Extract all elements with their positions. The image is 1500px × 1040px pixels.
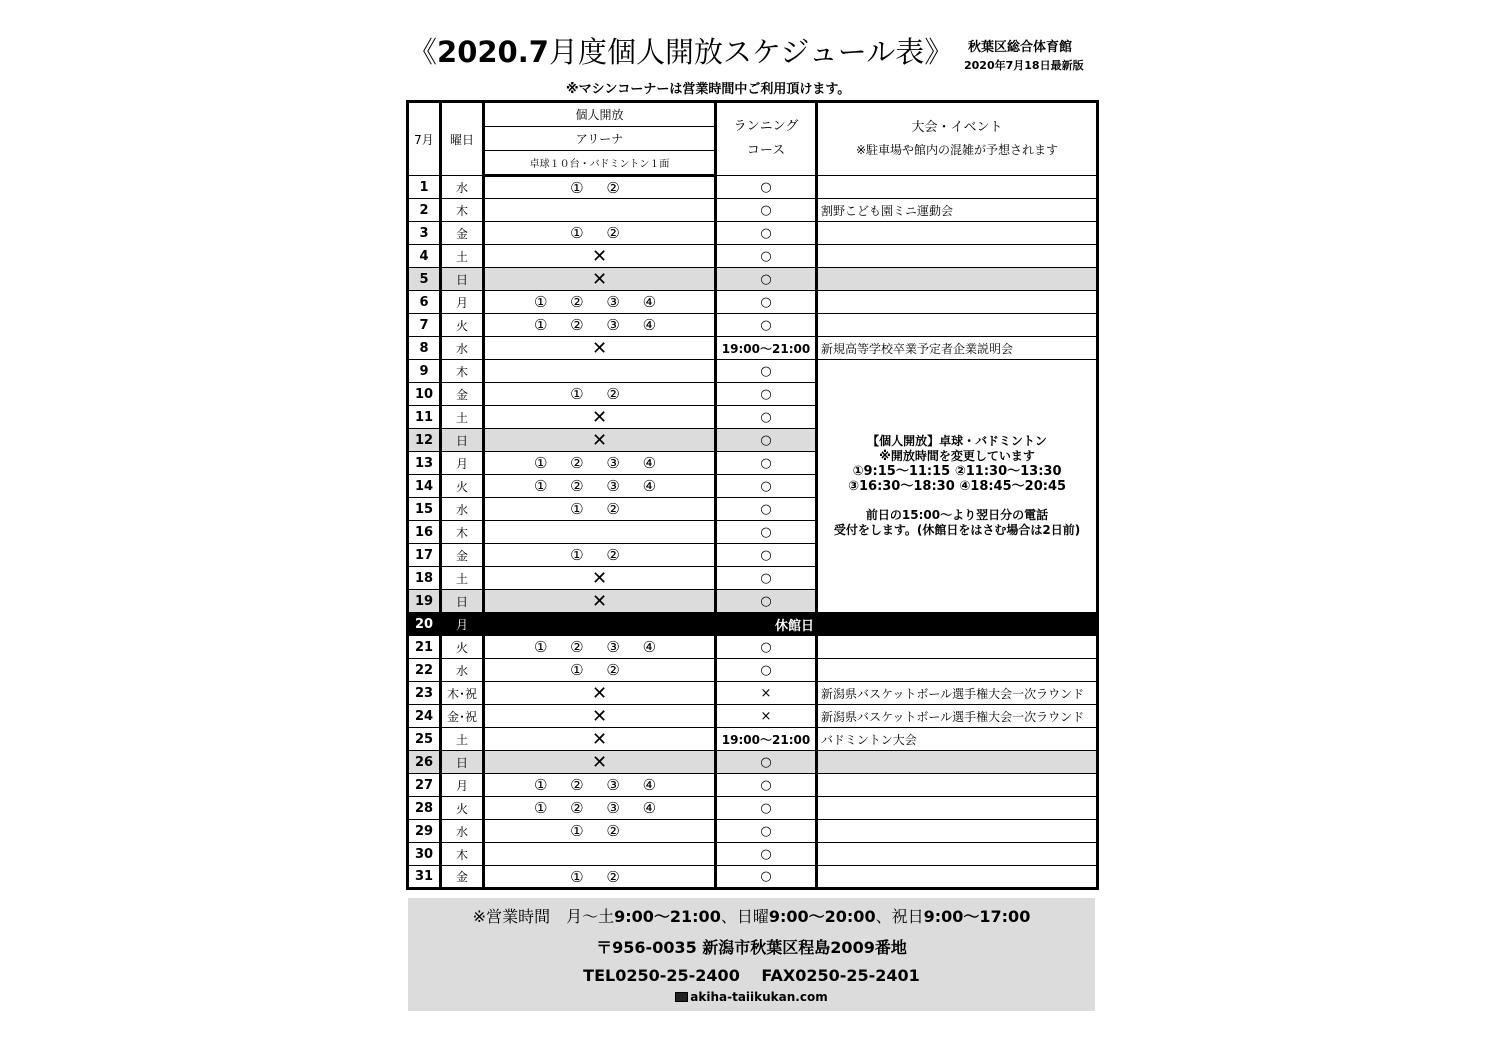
header-arena: アリーナ [484, 127, 716, 151]
day-cell: 13 [408, 452, 441, 475]
day-cell: 2 [408, 199, 441, 222]
table-row [408, 222, 1098, 245]
running-cell: ○ [716, 659, 817, 682]
arena-cell [484, 360, 716, 383]
weekday-cell: 土 [441, 567, 484, 590]
running-cell: ○ [716, 383, 817, 406]
event-cell [817, 245, 1098, 268]
arena-cell [484, 521, 716, 544]
day-cell: 28 [408, 797, 441, 820]
table-row [408, 728, 1098, 751]
header-running: ランニング コース [716, 102, 817, 176]
business-hours: ※営業時間 月～土9:00～21:00、日曜9:00～20:00、祝日9:00～17:00 [472, 907, 1031, 926]
running-cell: ○ [716, 291, 817, 314]
organization-name: 秋葉区総合体育館 [968, 40, 1073, 55]
event-cell [817, 291, 1098, 314]
day-cell: 27 [408, 774, 441, 797]
running-cell: ○ [716, 544, 817, 567]
event-cell [817, 659, 1098, 682]
table-row [408, 843, 1098, 866]
arena-cell: ① ② [484, 498, 716, 521]
table-row [408, 751, 1098, 774]
weekday-cell: 日 [441, 590, 484, 613]
website[interactable]: akiha-taiikukan.com [408, 990, 1095, 1004]
table-row [408, 659, 1098, 682]
schedule-table [406, 100, 1099, 890]
notice-line3: ①9:15～11:15 ②11:30～13:30 [852, 464, 1062, 479]
arena-cell: ① ② [484, 659, 716, 682]
weekday-cell: 月 [441, 291, 484, 314]
arena-cell: ✕ [484, 590, 716, 613]
arena-cell [484, 199, 716, 222]
day-cell: 4 [408, 245, 441, 268]
arena-cell: ① ② [484, 222, 716, 245]
running-cell: ○ [716, 567, 817, 590]
arena-cell: ① ② ③ ④ [484, 774, 716, 797]
arena-cell: ✕ [484, 751, 716, 774]
header-month: 7月 [408, 102, 441, 176]
day-cell: 10 [408, 383, 441, 406]
arena-cell: ① ② [484, 866, 716, 889]
running-cell: ○ [716, 406, 817, 429]
table-row [408, 314, 1098, 337]
event-cell: 新潟県バスケットボール選手権大会一次ラウンド [817, 682, 1098, 705]
weekday-cell: 木･祝 [441, 682, 484, 705]
day-cell: 23 [408, 682, 441, 705]
day-cell: 20 [408, 613, 441, 636]
weekday-cell: 木 [441, 843, 484, 866]
arena-cell: ✕ [484, 406, 716, 429]
day-cell: 9 [408, 360, 441, 383]
page-title: 《2020.7月度個人開放スケジュール表》 [408, 35, 954, 69]
running-cell: ○ [716, 498, 817, 521]
running-cell: ○ [716, 636, 817, 659]
event-cell [817, 751, 1098, 774]
table-row [408, 268, 1098, 291]
table-row [408, 199, 1098, 222]
weekday-cell: 月 [441, 613, 484, 636]
weekday-cell: 金 [441, 383, 484, 406]
arena-cell: ✕ [484, 705, 716, 728]
weekday-cell: 土 [441, 728, 484, 751]
address: 〒956-0035 新潟市秋葉区程島2009番地 [596, 938, 907, 957]
phone-fax: TEL0250-25-2400 FAX0250-25-2401 [583, 966, 920, 985]
running-cell: ○ [716, 797, 817, 820]
event-cell [817, 222, 1098, 245]
running-cell: ○ [716, 843, 817, 866]
weekday-cell: 水 [441, 498, 484, 521]
weekday-cell: 火 [441, 797, 484, 820]
running-cell: × [716, 682, 817, 705]
day-cell: 17 [408, 544, 441, 567]
arena-cell: ① ② ③ ④ [484, 475, 716, 498]
table-row [408, 176, 1098, 199]
running-cell: ○ [716, 314, 817, 337]
arena-cell: ✕ [484, 245, 716, 268]
table-row [408, 682, 1098, 705]
weekday-cell: 日 [441, 268, 484, 291]
machine-corner-notice: ※マシンコーナーは営業時間中ご利用頂けます。 [566, 82, 851, 97]
weekday-cell: 土 [441, 406, 484, 429]
event-cell [817, 820, 1098, 843]
weekday-cell: 金 [441, 866, 484, 889]
computer-icon [675, 992, 688, 1002]
weekday-cell: 火 [441, 314, 484, 337]
running-cell: 19:00～21:00 [716, 728, 817, 751]
arena-cell: ① ② [484, 544, 716, 567]
running-cell: ○ [716, 429, 817, 452]
arena-cell: ① ② [484, 383, 716, 406]
day-cell: 1 [408, 176, 441, 199]
day-cell: 15 [408, 498, 441, 521]
header-weekday: 曜日 [441, 102, 484, 176]
day-cell: 7 [408, 314, 441, 337]
weekday-cell: 土 [441, 245, 484, 268]
notice-line1: 【個人開放】卓球・バドミントン [867, 434, 1047, 448]
day-cell: 26 [408, 751, 441, 774]
open-notice-cell [817, 360, 1098, 613]
running-cell: ○ [716, 222, 817, 245]
table-row [408, 636, 1098, 659]
weekday-cell: 月 [441, 774, 484, 797]
weekday-cell: 木 [441, 521, 484, 544]
day-cell: 8 [408, 337, 441, 360]
table-row [408, 245, 1098, 268]
header-event: 大会・イベント ※駐車場や館内の混雑が予想されます [817, 102, 1098, 176]
day-cell: 19 [408, 590, 441, 613]
running-cell: ○ [716, 751, 817, 774]
arena-cell: ✕ [484, 682, 716, 705]
header-open: 個人開放 [484, 102, 716, 127]
arena-cell: ✕ [484, 429, 716, 452]
weekday-cell: 火 [441, 475, 484, 498]
event-cell: 割野こども園ミニ運動会 [817, 199, 1098, 222]
event-cell [817, 268, 1098, 291]
weekday-cell: 金･祝 [441, 705, 484, 728]
day-cell: 30 [408, 843, 441, 866]
weekday-cell: 水 [441, 176, 484, 199]
weekday-cell: 日 [441, 429, 484, 452]
arena-cell: ① ② [484, 820, 716, 843]
running-cell: ○ [716, 820, 817, 843]
arena-cell: ① ② [484, 176, 716, 199]
arena-cell: ✕ [484, 337, 716, 360]
table-row [408, 820, 1098, 843]
weekday-cell: 木 [441, 360, 484, 383]
event-cell [817, 843, 1098, 866]
notice-line5: 前日の15:00～より翌日分の電話 [865, 508, 1049, 522]
weekday-cell: 月 [441, 452, 484, 475]
updated-date: 2020年7月18日最新版 [964, 59, 1084, 72]
weekday-cell: 火 [441, 636, 484, 659]
running-cell: ○ [716, 866, 817, 889]
arena-cell: ① ② ③ ④ [484, 797, 716, 820]
notice-line2: ※開放時間を変更しています [879, 449, 1035, 463]
notice-line6: 受付をします。(休館日をはさむ場合は2日前) [833, 523, 1081, 537]
weekday-cell: 水 [441, 659, 484, 682]
footer-info [408, 898, 1095, 1011]
day-cell: 29 [408, 820, 441, 843]
day-cell: 22 [408, 659, 441, 682]
running-cell: ○ [716, 199, 817, 222]
table-row [408, 360, 1098, 383]
notice-line4: ③16:30～18:30 ④18:45～20:45 [847, 479, 1067, 494]
event-cell [817, 176, 1098, 199]
table-row [408, 337, 1098, 360]
weekday-cell: 金 [441, 222, 484, 245]
running-cell: × [716, 705, 817, 728]
weekday-cell: 日 [441, 751, 484, 774]
running-cell: ○ [716, 268, 817, 291]
closed-cell: 休館日 [484, 613, 1098, 636]
table-row [408, 774, 1098, 797]
table-row [408, 291, 1098, 314]
event-cell [817, 797, 1098, 820]
day-cell: 21 [408, 636, 441, 659]
running-cell: ○ [716, 360, 817, 383]
day-cell: 5 [408, 268, 441, 291]
running-cell: ○ [716, 452, 817, 475]
table-row [408, 705, 1098, 728]
running-cell: ○ [716, 475, 817, 498]
arena-cell: ✕ [484, 728, 716, 751]
day-cell: 31 [408, 866, 441, 889]
day-cell: 14 [408, 475, 441, 498]
arena-cell: ① ② ③ ④ [484, 452, 716, 475]
running-cell: ○ [716, 590, 817, 613]
arena-cell [484, 843, 716, 866]
day-cell: 3 [408, 222, 441, 245]
table-row [408, 797, 1098, 820]
day-cell: 16 [408, 521, 441, 544]
arena-cell: ① ② ③ ④ [484, 636, 716, 659]
schedule-body [408, 176, 1098, 889]
day-cell: 11 [408, 406, 441, 429]
day-cell: 6 [408, 291, 441, 314]
arena-cell: ✕ [484, 268, 716, 291]
table-row [408, 866, 1098, 889]
event-cell: 新潟県バスケットボール選手権大会一次ラウンド [817, 705, 1098, 728]
event-cell: 新規高等学校卒業予定者企業説明会 [817, 337, 1098, 360]
running-cell: 19:00～21:00 [716, 337, 817, 360]
table-row [408, 613, 1098, 636]
arena-cell: ① ② ③ ④ [484, 314, 716, 337]
day-cell: 18 [408, 567, 441, 590]
running-cell: ○ [716, 245, 817, 268]
event-cell: バドミントン大会 [817, 728, 1098, 751]
running-cell: ○ [716, 521, 817, 544]
day-cell: 24 [408, 705, 441, 728]
weekday-cell: 木 [441, 199, 484, 222]
header-arena-detail: 卓球１０台・バドミントン１面 [484, 151, 716, 176]
weekday-cell: 金 [441, 544, 484, 567]
weekday-cell: 水 [441, 337, 484, 360]
day-cell: 12 [408, 429, 441, 452]
arena-cell: ① ② ③ ④ [484, 291, 716, 314]
event-cell [817, 314, 1098, 337]
running-cell: ○ [716, 176, 817, 199]
running-cell: ○ [716, 774, 817, 797]
event-cell [817, 774, 1098, 797]
arena-cell: ✕ [484, 567, 716, 590]
event-cell [817, 636, 1098, 659]
event-cell [817, 866, 1098, 889]
weekday-cell: 水 [441, 820, 484, 843]
day-cell: 25 [408, 728, 441, 751]
